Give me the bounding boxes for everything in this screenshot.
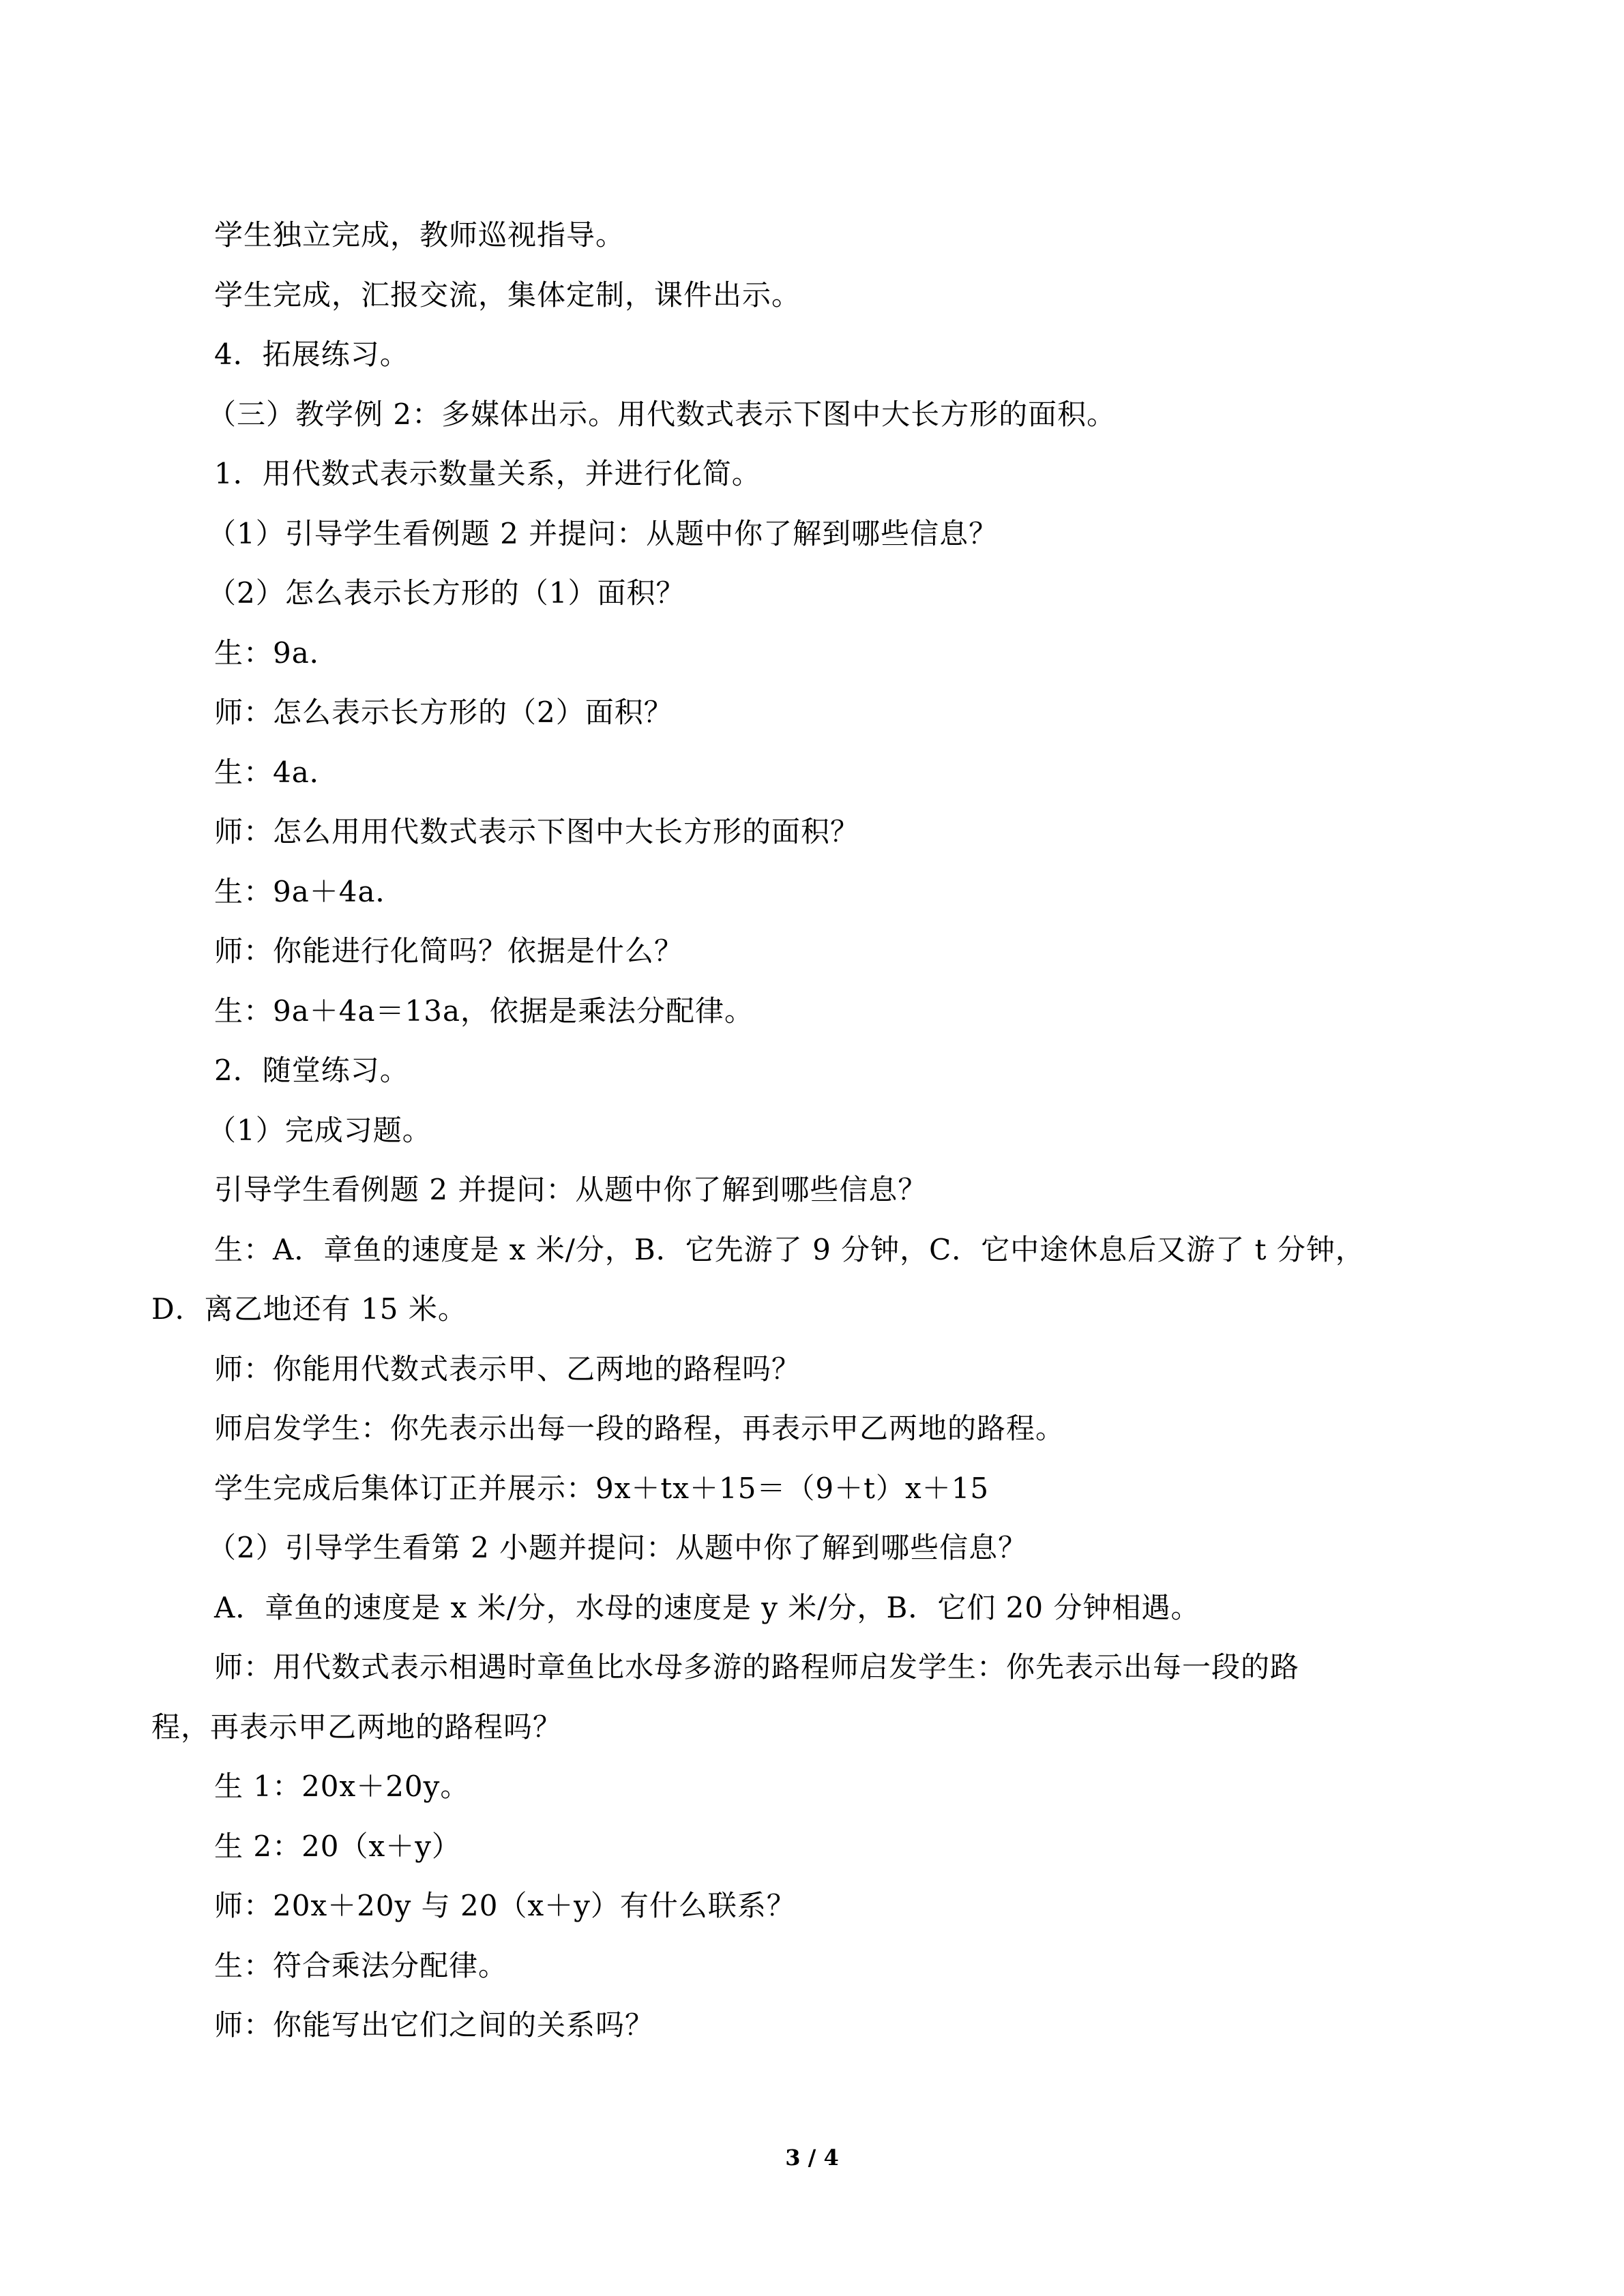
text-line: 生：符合乘法分配律。 (214, 1949, 508, 1982)
text-line: （2）引导学生看第 2 小题并提问：从题中你了解到哪些信息？ (207, 1531, 1028, 1564)
text-line: 学生独立完成，教师巡视指导。 (214, 218, 625, 252)
text-line: A．章鱼的速度是 x 米/分，水母的速度是 y 米/分，B．它们 20 分钟相遇。 (214, 1591, 1200, 1624)
text-line: （三）教学例 2：多媒体出示。用代数式表示下图中大长方形的面积。 (207, 398, 1117, 431)
text-line: 生：4a． (214, 756, 339, 789)
text-line: （2）怎么表示长方形的（1）面积？ (207, 576, 685, 610)
page-number: 3 / 4 (785, 2145, 839, 2171)
text-line: 学生完成，汇报交流，集体定制，课件出示。 (214, 278, 801, 312)
text-line: D．离乙地还有 15 米。 (151, 1292, 467, 1326)
text-line: 学生完成后集体订正并展示：9x＋tx＋15＝（9＋t）x＋15 (214, 1472, 990, 1505)
text-line: （1）完成习题。 (207, 1114, 432, 1147)
text-line: 师：怎么表示长方形的（2）面积？ (214, 696, 673, 729)
text-line: 生：9a＋4a． (214, 875, 405, 908)
text-line: 师：用代数式表示相遇时章鱼比水母多游的路程师启发学生：你先表示出每一段的路 (214, 1650, 1300, 1684)
text-line: 师：20x＋20y 与 20（x＋y）有什么联系？ (214, 1889, 796, 1922)
text-line: 师：你能写出它们之间的关系吗？ (214, 2008, 655, 2042)
text-line: 生：9a＋4a＝13a，依据是乘法分配律。 (214, 994, 754, 1028)
text-line: 引导学生看例题 2 并提问：从题中你了解到哪些信息？ (214, 1173, 928, 1206)
text-line: 师启发学生：你先表示出每一段的路程，再表示甲乙两地的路程。 (214, 1412, 1065, 1445)
text-line: （1）引导学生看例题 2 并提问：从题中你了解到哪些信息？ (207, 517, 999, 550)
text-line: 生 2：20（x＋y） (214, 1830, 461, 1863)
text-line: 1．用代数式表示数量关系，并进行化简。 (214, 457, 761, 490)
text-line: 师：你能进行化简吗？依据是什么？ (214, 934, 684, 968)
text-line: 师：你能用代数式表示甲、乙两地的路程吗？ (214, 1352, 801, 1386)
text-line: 生：A．章鱼的速度是 x 米/分，B．它先游了 9 分钟，C．它中途休息后又游了 t 分钟， (214, 1233, 1365, 1266)
text-line: 4．拓展练习。 (214, 338, 409, 371)
text-line: 师：怎么用用代数式表示下图中大长方形的面积？ (214, 815, 860, 848)
text-line: 生：9a． (214, 636, 339, 670)
text-line: 2．随堂练习。 (214, 1054, 409, 1087)
text-line: 程，再表示甲乙两地的路程吗？ (151, 1710, 563, 1744)
text-line: 生 1：20x＋20y。 (214, 1770, 470, 1803)
